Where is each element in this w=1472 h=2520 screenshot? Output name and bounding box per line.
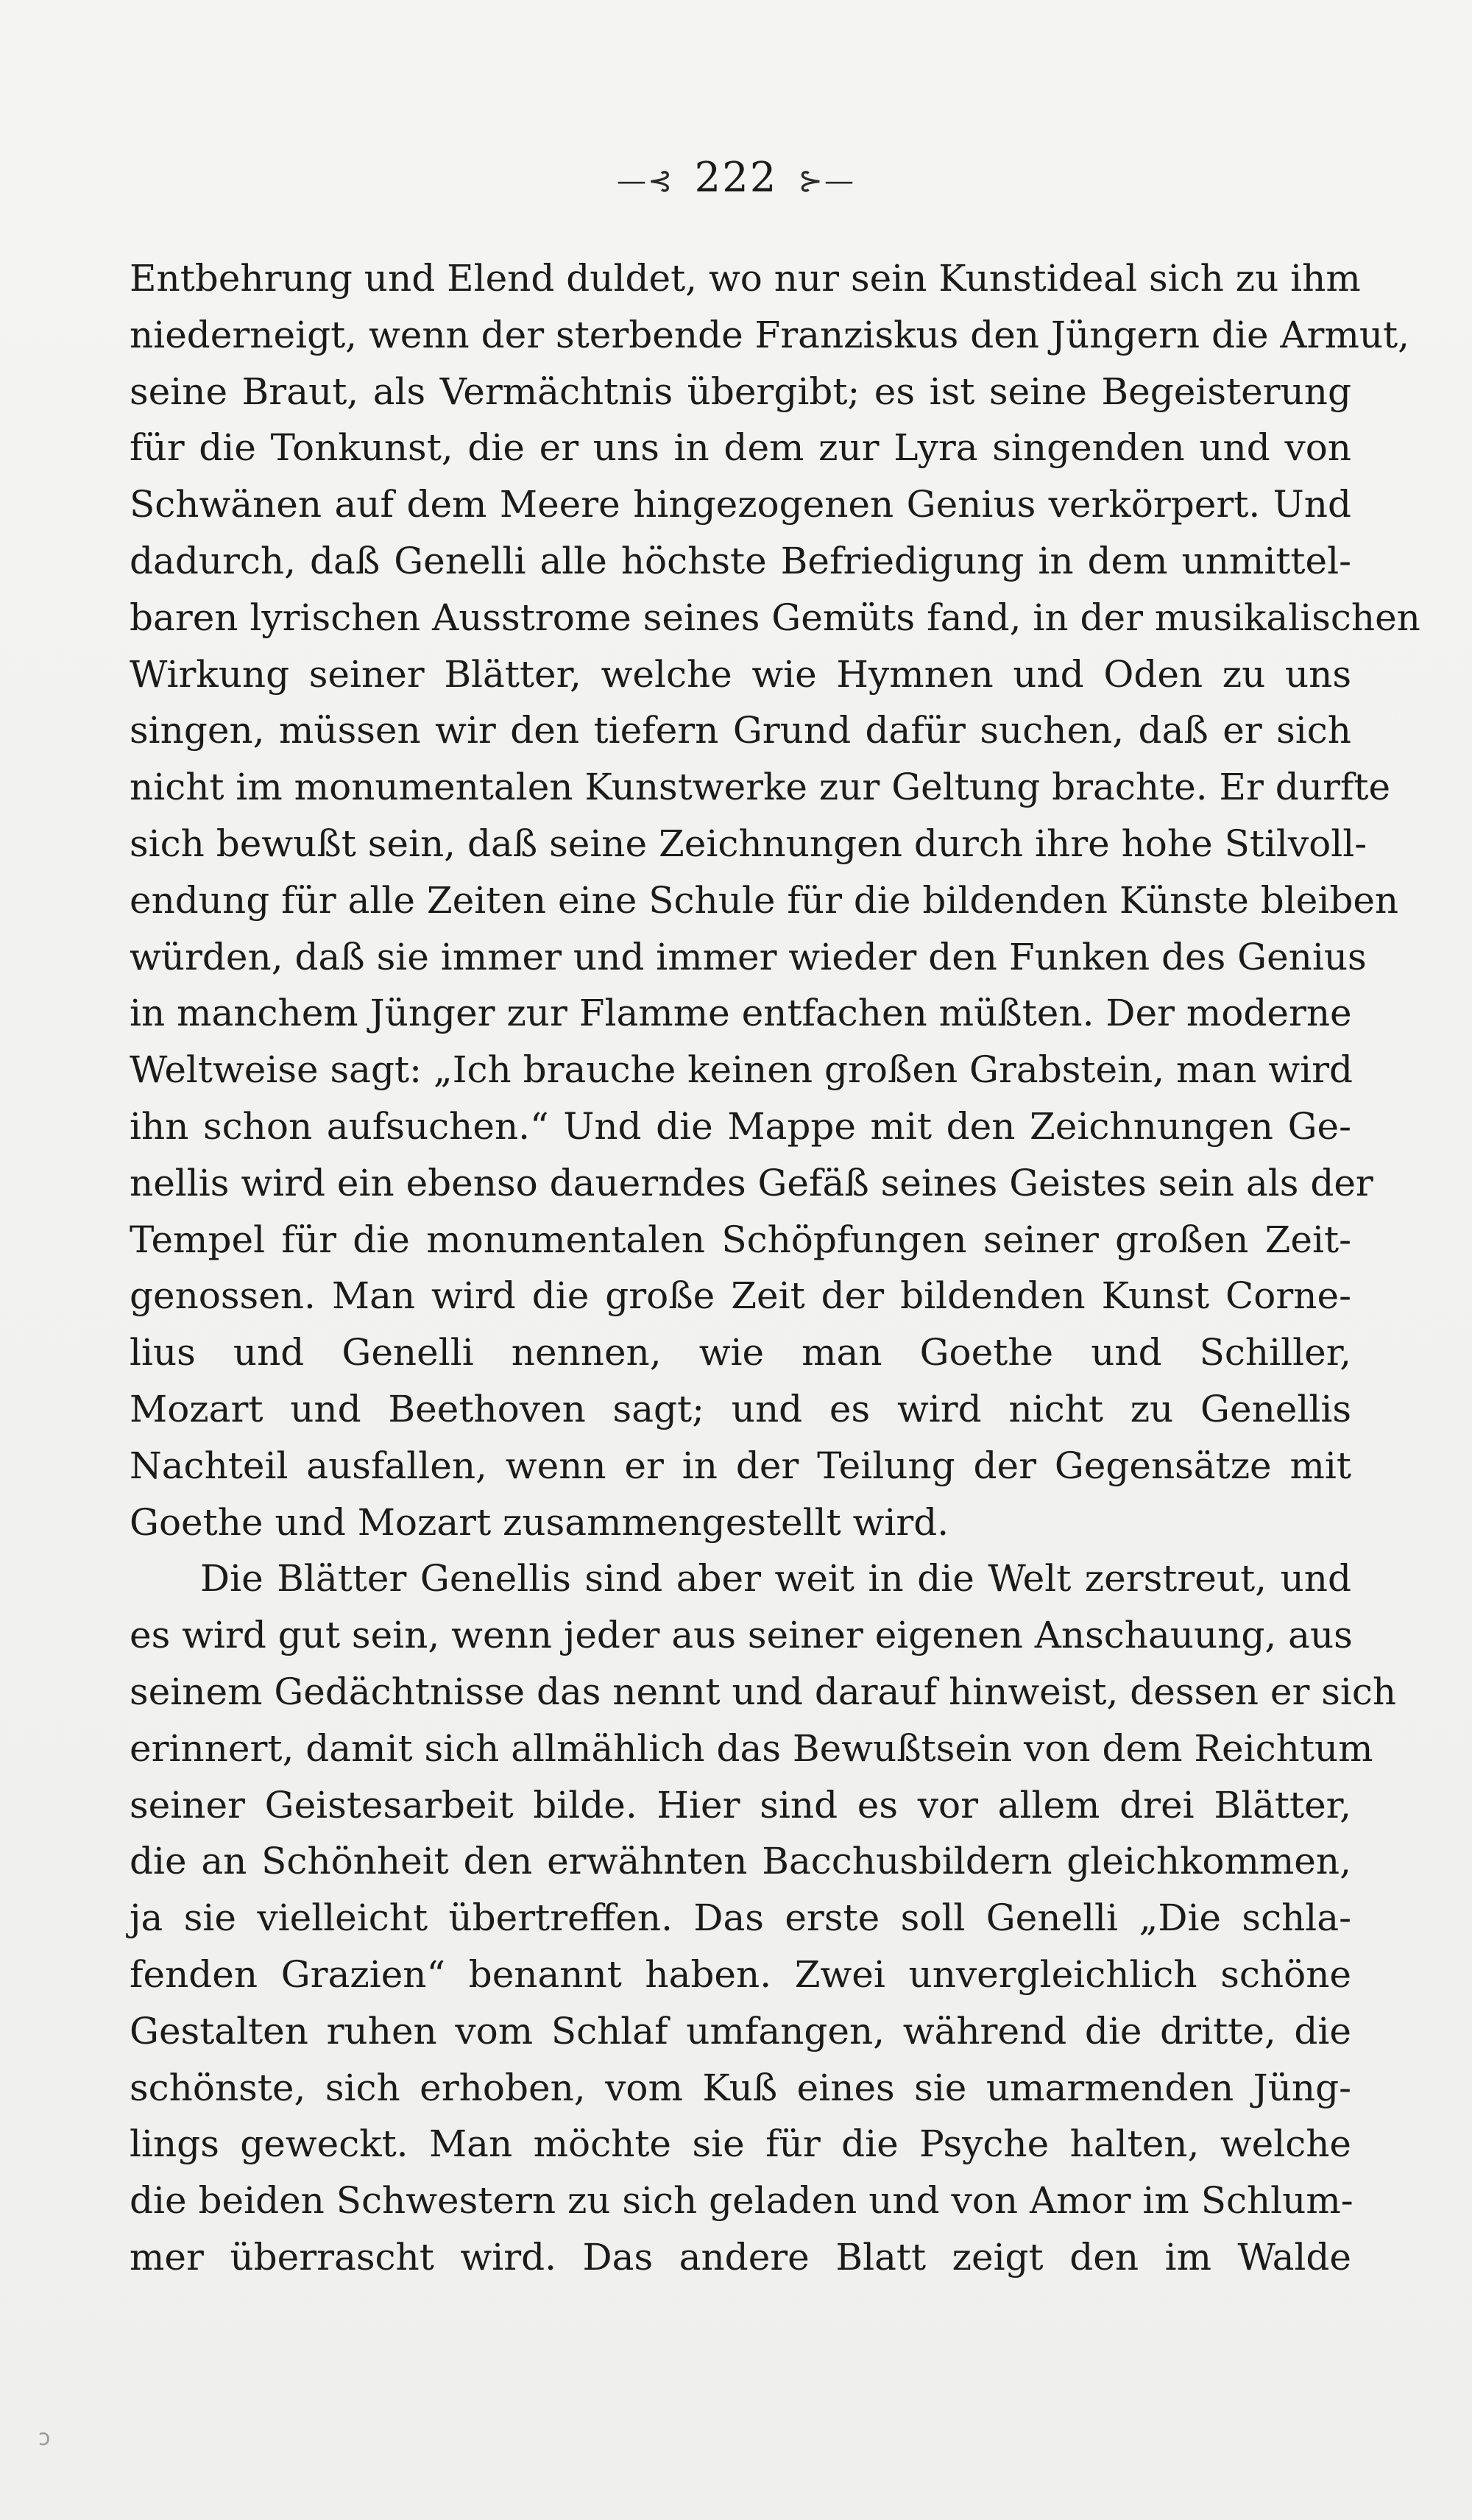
text-line: lius und Genelli nennen, wie man Goethe und Schiller, [130, 1331, 1351, 1374]
text-line: es wird gut sein, wenn jeder aus seiner eigenen Anschauung, aus [130, 1614, 1353, 1657]
text-line: Weltweise sagt: „Ich brauche keinen großen Grabstein, man wird [130, 1048, 1354, 1092]
text-line: mer überrascht wird. Das andere Blatt zeigt den im Walde [130, 2235, 1351, 2279]
text-line: nellis wird ein ebenso dauerndes Gefäß seines Geistes sein als der [130, 1161, 1373, 1204]
page-number: 222 [694, 154, 778, 202]
text-line: dadurch, daß Genelli alle höchste Befriedigung in dem unmittel- [130, 539, 1351, 582]
paragraph-start-line: Die Blätter Genellis sind aber weit in die Welt zerstreut, und [200, 1557, 1351, 1600]
text-line: singen, müssen wir den tiefern Grund dafür suchen, daß er sich [130, 709, 1351, 752]
text-line: sich bewußt sein, daß seine Zeichnungen durch ihre hohe Stilvoll- [130, 822, 1367, 865]
text-line: Mozart und Beethoven sagt; und es wird nicht zu Genellis [130, 1387, 1351, 1430]
right-ornament-icon: ⊱— [798, 163, 855, 198]
text-line: Schwänen auf dem Meere hingezogenen Genius verkörpert. Und [130, 483, 1351, 526]
text-line: niederneigt, wenn der sterbende Franziskus den Jüngern die Armut, [130, 313, 1410, 356]
text-line: für die Tonkunst, die er uns in dem zur Lyra singenden und von [130, 426, 1351, 470]
text-line: lings geweckt. Man möchte sie für die Psyche halten, welche [130, 2122, 1351, 2166]
text-line: die beiden Schwestern zu sich geladen und von Amor im Schlum- [130, 2179, 1354, 2223]
text-line: endung für alle Zeiten eine Schule für die bildenden Künste bleiben [130, 878, 1399, 922]
text-line: Nachteil ausfallen, wenn er in der Teilung der Gegensätze mit [130, 1444, 1351, 1487]
text-line: seine Braut, als Vermächtnis übergibt; es ist seine Begeisterung [130, 370, 1351, 413]
text-line: schönste, sich erhoben, vom Kuß eines sie umarmenden Jüng- [130, 2066, 1351, 2109]
text-line: fenden Grazien“ benannt haben. Zwei unvergleichlich schöne [130, 1952, 1351, 1996]
text-line: baren lyrischen Ausstrome seines Gemüts fand, in der musikalischen [130, 596, 1420, 639]
text-line: die an Schönheit den erwähnten Bacchusbildern gleichkommen, [130, 1840, 1351, 1883]
paragraph-end-line: Goethe und Mozart zusammengestellt wird. [130, 1500, 949, 1544]
text-line: ja sie vielleicht übertreffen. Das erste soll Genelli „Die schla- [130, 1896, 1351, 1940]
corner-pencil-mark: ↄ [38, 2425, 51, 2451]
text-line: genossen. Man wird die große Zeit der bildenden Kunst Corne- [130, 1274, 1351, 1318]
text-line: in manchem Jünger zur Flamme entfachen müßten. Der moderne [130, 992, 1352, 1035]
text-line: seinem Gedächtnisse das nennt und darauf hinweist, dessen er sich [130, 1670, 1397, 1713]
body-text [130, 250, 1420, 2286]
page-header [0, 156, 1472, 203]
text-line: Wirkung seiner Blätter, welche wie Hymnen und Oden zu uns [130, 652, 1351, 696]
text-line: Entbehrung und Elend duldet, wo nur sein Kunstideal sich zu ihm [130, 257, 1361, 300]
text-line: erinnert, damit sich allmählich das Bewußtsein von dem Reichtum [130, 1726, 1373, 1770]
text-line: ihn schon aufsuchen.“ Und die Mappe mit den Zeichnungen Ge- [130, 1104, 1351, 1148]
text-line: Gestalten ruhen vom Schlaf umfangen, während die dritte, die [130, 2009, 1351, 2053]
left-ornament-icon: —⊰ [617, 163, 674, 198]
text-line: Tempel für die monumentalen Schöpfungen seiner großen Zeit- [130, 1218, 1351, 1261]
text-line: seiner Geistesarbeit bilde. Hier sind es vor allem drei Blätter, [130, 1783, 1351, 1827]
text-line: würden, daß sie immer und immer wieder den Funken des Genius [130, 935, 1367, 978]
text-line: nicht im monumentalen Kunstwerke zur Geltung brachte. Er durfte [130, 766, 1391, 809]
